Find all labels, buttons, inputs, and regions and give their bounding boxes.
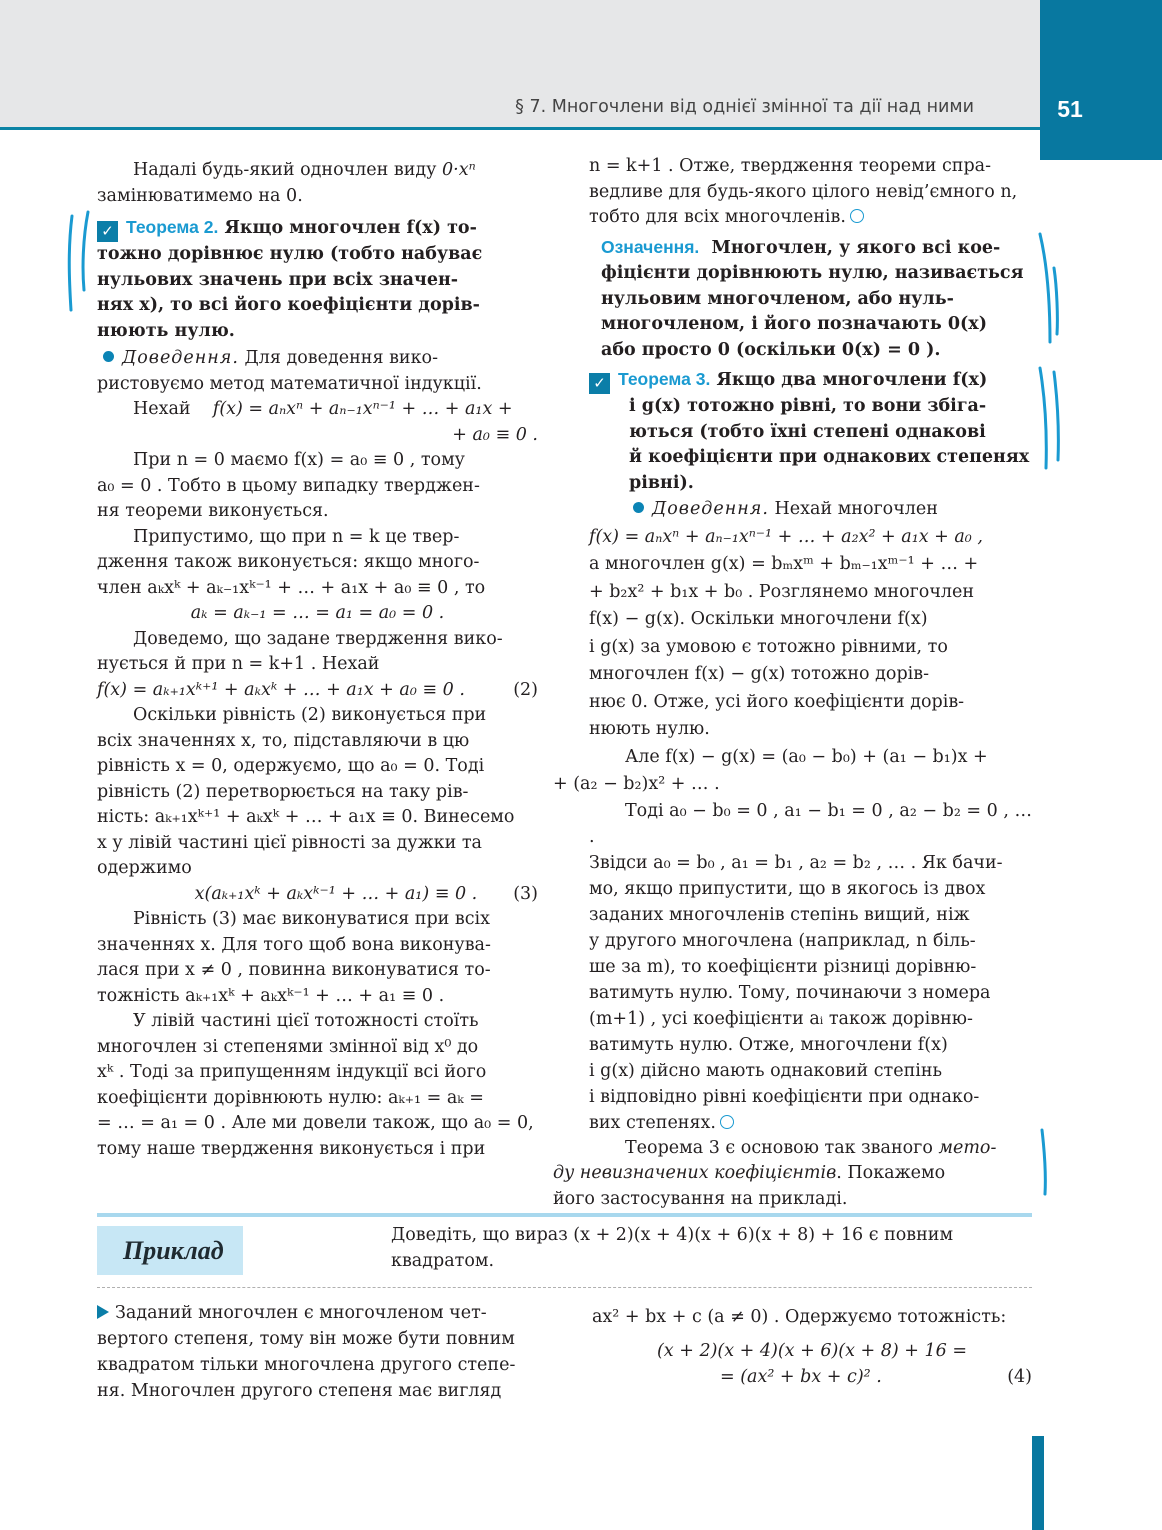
text-line: і відповідно рівні коефіцієнти при однако- [589, 1086, 980, 1107]
intro-text-2: замінюватимемо на 0. [97, 185, 303, 206]
definition-line: фіцієнти дорівнюють нулю, називається [601, 263, 1024, 283]
text-line: + b₂x² + b₁x + b₀ . Розглянемо многочлен [589, 581, 975, 602]
poly-formula-cont: + a₀ ≡ 0 . [452, 424, 538, 445]
example-dashed-divider [97, 1287, 1032, 1288]
method-name: ду невизначених коефіцієнтів [553, 1163, 837, 1183]
text-line: вертого степеня, тому він може бути повним [97, 1329, 515, 1349]
text-line: ватимуть нулю. Тому, починаючи з номера [589, 982, 991, 1003]
definition-line: многочленом, і його позначають 0(x) [601, 314, 987, 334]
theorem-3-line: ються (тобто їхні степені однакові [629, 421, 986, 442]
page-number-tab [1040, 0, 1162, 160]
check-icon: ✓ [589, 373, 610, 394]
theorem-3-line: рівні). [629, 472, 694, 493]
theorem-3-line: Якщо два многочлени f(x) [716, 370, 988, 390]
text-line: Тоді a₀ − b₀ = 0 , a₁ − b₁ = 0 , a₂ − b₂ = 0 , … . [589, 800, 1032, 847]
bullet-dot-icon [103, 351, 114, 362]
proof-end-paragraph [589, 154, 1032, 231]
theorem-3-line: й коефіцієнти при однакових степенях [629, 447, 1030, 467]
bullet-dot-icon [633, 502, 644, 513]
bottom-accent-bar [1032, 1436, 1044, 1530]
intro-text: Надалі будь-який одночлен виду [133, 160, 437, 180]
base-case-paragraph [97, 448, 538, 525]
page-number: 51 [1057, 96, 1083, 122]
text-line: лася при x ≠ 0 , повинна виконуватися то- [97, 960, 491, 980]
text-line: . Покажемо [836, 1163, 946, 1183]
text-line: ня. Многочлен другого степеня має вигляд [97, 1381, 502, 1401]
text-line: рівність (2) перетворюється на таку рів- [97, 781, 469, 802]
text-line: нюють нулю. [589, 719, 710, 739]
hypothesis-formula: aₖ = aₖ₋₁ = … = a₁ = a₀ = 0 . [190, 603, 445, 623]
text-line: значеннях x. Для того щоб вона виконува- [97, 934, 491, 955]
check-icon: ✓ [97, 221, 118, 242]
theorem-2-line: тожно дорівнює нулю (тобто набуває [97, 244, 483, 264]
example-task-line: квадратом. [391, 1251, 495, 1271]
text-line: f(x) = aₙxⁿ + aₙ₋₁xⁿ⁻¹ + … + a₂x² + a₁x + a₀ , [589, 526, 983, 547]
definition-block [589, 235, 1032, 364]
theorem-3-label: Теорема 3. [618, 369, 711, 389]
left-column [97, 158, 538, 1162]
definition-line: Многочлен, у якого всі кое- [711, 237, 1001, 258]
example-label: Приклад [123, 1236, 224, 1265]
substitution-paragraph [97, 703, 538, 882]
text-line: його застосування на прикладі. [553, 1188, 848, 1209]
text-line: Доведемо, що задане твердження вико- [133, 628, 503, 649]
text-line: нює 0. Отже, усі його коефіцієнти дорів- [589, 691, 965, 712]
proof-label: Доведення. [652, 499, 769, 519]
text-line: квадратом тільки многочлена другого степе- [97, 1355, 516, 1375]
text-line: заданих многочленів степінь вищий, ніж [589, 904, 970, 925]
equation-4-row [592, 1364, 1032, 1390]
text-line: тожність aₖ₊₁xᵏ + aₖxᵏ⁻¹ + … + a₁ ≡ 0 . [97, 985, 445, 1006]
text-line: дження також виконується: якщо много- [97, 552, 480, 572]
difference-expansion [553, 744, 1032, 798]
text-line: многочлен зі степенями змінної від x⁰ до [97, 1036, 479, 1057]
text-line: член aₖxᵏ + aₖ₋₁xᵏ⁻¹ + … + a₁x + a₀ ≡ 0 , то [97, 577, 486, 598]
text-line: коефіцієнти дорівнюють нулю: aₖ₊₁ = aₖ = [97, 1087, 484, 1108]
theorem-2-line: нульових значень при всіх значен- [97, 269, 459, 290]
let-word: Нехай [133, 399, 191, 419]
text-line: Припустимо, що при n = k це твер- [133, 526, 460, 547]
text-line: n = k+1 . Отже, твердження теореми спра- [589, 156, 991, 176]
text-line: Нехай многочлен [774, 499, 938, 519]
running-head: § 7. Многочлени від однієї змінної та дії над ними [515, 97, 974, 117]
text-line: всіх значеннях x, то, підставляючи в цю [97, 730, 470, 751]
text-line: При n = 0 маємо f(x) = a₀ ≡ 0 , тому [133, 450, 465, 470]
header-rule [0, 127, 1040, 130]
conclusion-paragraph [97, 1009, 538, 1162]
theorem-2-text: Якщо многочлен f(x) то- [224, 218, 477, 238]
text-line: тому наше твердження виконується і при [97, 1138, 486, 1159]
margin-highlight-marks-right-1 [1030, 228, 1070, 350]
solution-right [592, 1304, 1032, 1390]
example-task [391, 1222, 1031, 1274]
theorem-3-line: і g(x) тотожно рівні, то вони збіга- [629, 396, 987, 416]
proof-text: Для доведення вико- [244, 348, 438, 368]
method-paragraph [553, 1136, 1032, 1213]
proof-text-2: ристовуємо метод математичної індукції. [97, 373, 482, 394]
intro-formula: 0·xⁿ [442, 160, 476, 180]
theorem-2-line: нях x), то всі його коефіцієнти дорів- [97, 295, 480, 315]
text-line: a₀ = 0 . Тобто в цьому випадку тверджен- [97, 475, 480, 496]
theorem-2 [97, 215, 538, 344]
text-line: Але f(x) − g(x) = (a₀ − b₀) + (a₁ − b₁)x + [625, 746, 988, 767]
text-line: ватимуть нулю. Отже, многочлени f(x) [589, 1034, 948, 1055]
text-line: рівність x = 0, одержуємо, що a₀ = 0. Тоді [97, 756, 485, 776]
end-of-proof-icon [850, 209, 864, 223]
proof-label: Доведення. [122, 348, 239, 368]
text-line: многочлен f(x) − g(x) тотожно дорів- [589, 664, 930, 684]
text-line: і g(x) за умовою є тотожно рівними, то [589, 636, 948, 657]
induction-step-paragraph [97, 627, 538, 678]
text-line: Заданий многочлен є многочленом чет- [115, 1303, 487, 1323]
proof-paragraph [97, 346, 538, 397]
theorem-3 [589, 367, 1032, 496]
equation-2-row [97, 678, 538, 704]
text-line: (m+1) , усі коефіцієнти aᵢ також дорівню- [589, 1008, 973, 1029]
theorem-3-proof [589, 496, 1032, 744]
text-line: у другого многочлена (наприклад, n біль- [589, 930, 976, 951]
definition-label: Означення. [601, 236, 700, 257]
text-line: Звідси a₀ = b₀ , a₁ = b₁ , a₂ = b₂ , … . Як бачи- [589, 852, 1003, 873]
text-line: xᵏ . Тоді за припущенням індукції всі його [97, 1062, 487, 1082]
solution-paragraph [97, 1300, 538, 1404]
theorem-2-label: Теорема 2. [126, 217, 219, 237]
text-line: ність: aₖ₊₁xᵏ⁺¹ + aₖxᵏ + … + a₁x ≡ 0. Винесемо [97, 807, 515, 827]
example-label-box [97, 1226, 243, 1275]
equation-3-number: (3) [513, 883, 538, 904]
text-line: вих степенях. [589, 1112, 716, 1133]
text-line: + (a₂ − b₂)x² + … . [553, 773, 720, 794]
poly-definition [97, 397, 538, 423]
equation-3-row [97, 882, 538, 908]
solution-left [97, 1300, 538, 1404]
text-line: мо, якщо припустити, що в якогось із двох [589, 878, 986, 899]
text-line: Теорема 3 є основою так званого [625, 1137, 933, 1158]
induction-hypothesis-paragraph [97, 525, 538, 602]
text-line: а многочлен g(x) = bₘxᵐ + bₘ₋₁xᵐ⁻¹ + … + [589, 554, 979, 574]
definition-line: нульовим многочленом, або нуль- [601, 288, 954, 309]
method-name: мето- [938, 1137, 997, 1158]
text-line: Оскільки рівність (2) виконується при [133, 705, 487, 725]
definition-line: або просто 0 (оскільки 0(x) = 0 ). [601, 339, 941, 360]
text-line: ня теореми виконується. [97, 501, 329, 521]
intro-paragraph [97, 158, 538, 209]
text-line: нується й при n = k+1 . Нехай [97, 654, 380, 674]
solution-text: ax² + bx + c (a ≠ 0) . Одержуємо тотожність: [592, 1307, 1007, 1327]
example-task-line: Доведіть, що вираз (x + 2)(x + 4)(x + 6)(x + 8) + 16 є повним [391, 1225, 954, 1245]
equation-4: = (ax² + bx + c)² . [720, 1367, 882, 1387]
coefficients-paragraph [589, 798, 1032, 1136]
text-line: тобто для всіх многочленів. [589, 207, 846, 227]
equation-3: x(aₖ₊₁xᵏ + aₖxᵏ⁻¹ + … + a₁) ≡ 0 . [194, 883, 478, 904]
example-top-rule [97, 1213, 1032, 1217]
poly-formula: f(x) = aₙxⁿ + aₙ₋₁xⁿ⁻¹ + … + a₁x + [212, 399, 513, 419]
equation-2-number: (2) [513, 679, 538, 700]
identity-paragraph [97, 907, 538, 1009]
text-line: ведливе для будь-якого цілого невід’ємного n, [589, 181, 1018, 202]
end-of-proof-icon [720, 1115, 734, 1129]
right-column [553, 154, 1032, 1212]
text-line: Рівність (3) має виконуватися при всіх [133, 909, 491, 929]
text-line: і g(x) дійсно мають однаковий степінь [589, 1060, 943, 1081]
equation-4-number: (4) [1007, 1367, 1032, 1387]
solution-equation: (x + 2)(x + 4)(x + 6)(x + 8) + 16 = [656, 1341, 968, 1361]
margin-highlight-marks-left [62, 208, 98, 318]
equation-2: f(x) = aₖ₊₁xᵏ⁺¹ + aₖxᵏ + … + a₁x + a₀ ≡ 0 . [97, 679, 465, 700]
text-line: ше за m), то коефіцієнти різниці дорівню- [589, 956, 977, 977]
margin-highlight-marks-right-2 [1030, 364, 1070, 474]
text-line: У лівій частині цієї тотожності стоїть [133, 1011, 479, 1031]
text-line: x у лівій частині цієї рівності за дужки та [97, 832, 482, 853]
text-line: = … = a₁ = 0 . Але ми довели також, що a₀ = 0, [97, 1113, 534, 1133]
text-line: f(x) − g(x). Оскільки многочлени f(x) [589, 609, 928, 629]
theorem-2-line: нюють нулю. [97, 320, 235, 341]
text-line: одержимо [97, 858, 192, 878]
margin-highlight-marks-right-3 [1030, 1126, 1060, 1200]
play-triangle-icon [97, 1305, 109, 1319]
